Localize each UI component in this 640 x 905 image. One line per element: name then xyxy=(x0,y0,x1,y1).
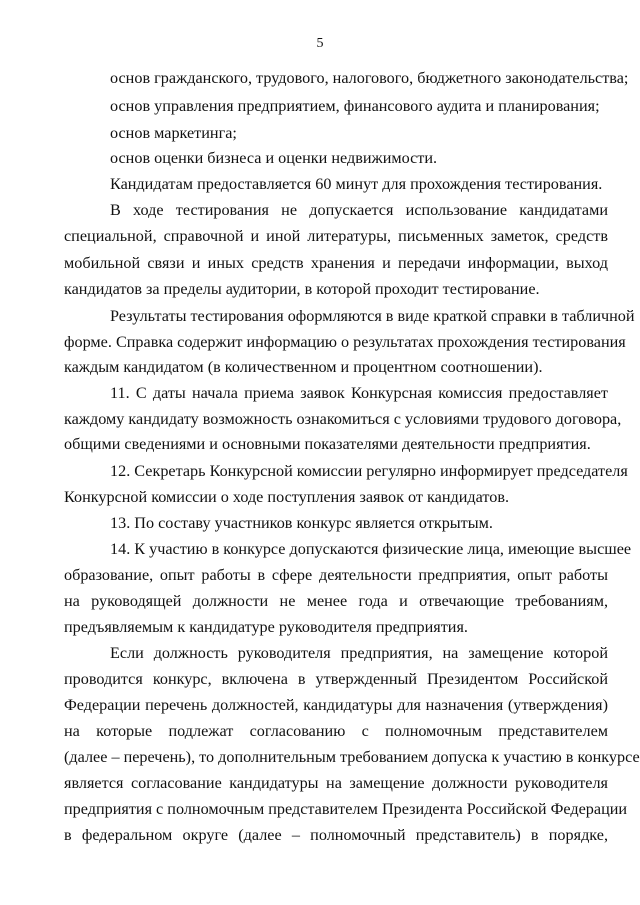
text-line: 11. С даты начала приема заявок Конкурсная комиссия предоставляет xyxy=(110,384,608,402)
text-line: является согласование кандидатуры на замещение должности руководителя xyxy=(64,774,608,792)
text-line: специальной, справочной и иной литературы, письменных заметок, средств xyxy=(64,227,608,245)
text-line: основ управления предприятием, финансового аудита и планирования; xyxy=(110,97,600,115)
text-line: проводится конкурс, включена в утвержденный Президентом Российской xyxy=(64,670,608,688)
page-number: 5 xyxy=(316,36,324,51)
text-line: 13. По составу участников конкурс является открытым. xyxy=(110,514,493,532)
text-line: образование, опыт работы в сфере деятельности предприятия, опыт работы xyxy=(64,566,608,584)
text-line: 12. Секретарь Конкурсной комиссии регулярно информирует председателя xyxy=(110,462,628,480)
text-line: Результаты тестирования оформляются в виде краткой справки в табличной xyxy=(110,307,635,325)
text-line: основ гражданского, трудового, налогового, бюджетного законодательства; xyxy=(110,69,629,87)
text-line: Кандидатам предоставляется 60 минут для прохождения тестирования. xyxy=(110,175,603,193)
text-line: Федерации перечень должностей, кандидатуры для назначения (утверждения) xyxy=(64,696,608,714)
text-line: форме. Справка содержит информацию о результатах прохождения тестирования xyxy=(64,333,626,351)
text-line: общими сведениями и основными показателями деятельности предприятия. xyxy=(64,435,591,453)
text-line: каждым кандидатом (в количественном и процентном соотношении). xyxy=(64,358,543,376)
text-line: В ходе тестирования не допускается использование кандидатами xyxy=(110,201,608,219)
text-line: Если должность руководителя предприятия, на замещение которой xyxy=(110,644,608,662)
text-line: предъявляемым к кандидатуре руководителя предприятия. xyxy=(64,618,468,636)
text-line: на руководящей должности не менее года и отвечающие требованиям, xyxy=(64,592,608,610)
text-line: каждому кандидату возможность ознакомиться с условиями трудового договора, xyxy=(64,410,622,428)
text-line: основ маркетинга; xyxy=(110,124,237,142)
text-line: основ оценки бизнеса и оценки недвижимости. xyxy=(110,149,438,167)
text-line: 14. К участию в конкурсе допускаются физические лица, имеющие высшее xyxy=(110,540,632,558)
text-line: мобильной связи и иных средств хранения и передачи информации, выход xyxy=(64,254,608,272)
text-line: кандидатов за пределы аудитории, в которой проходит тестирование. xyxy=(64,280,540,298)
text-line: на которые подлежат согласованию с полномочным представителем xyxy=(64,722,608,740)
text-line: предприятия с полномочным представителем Президента Российской Федерации xyxy=(64,800,628,818)
text-line: Конкурсной комиссии о ходе поступления заявок от кандидатов. xyxy=(64,488,510,506)
text-line: (далее – перечень), то дополнительным требованием допуска к участию в конкурсе xyxy=(64,748,640,766)
text-line: в федеральном округе (далее – полномочный представитель) в порядке, xyxy=(64,826,608,844)
